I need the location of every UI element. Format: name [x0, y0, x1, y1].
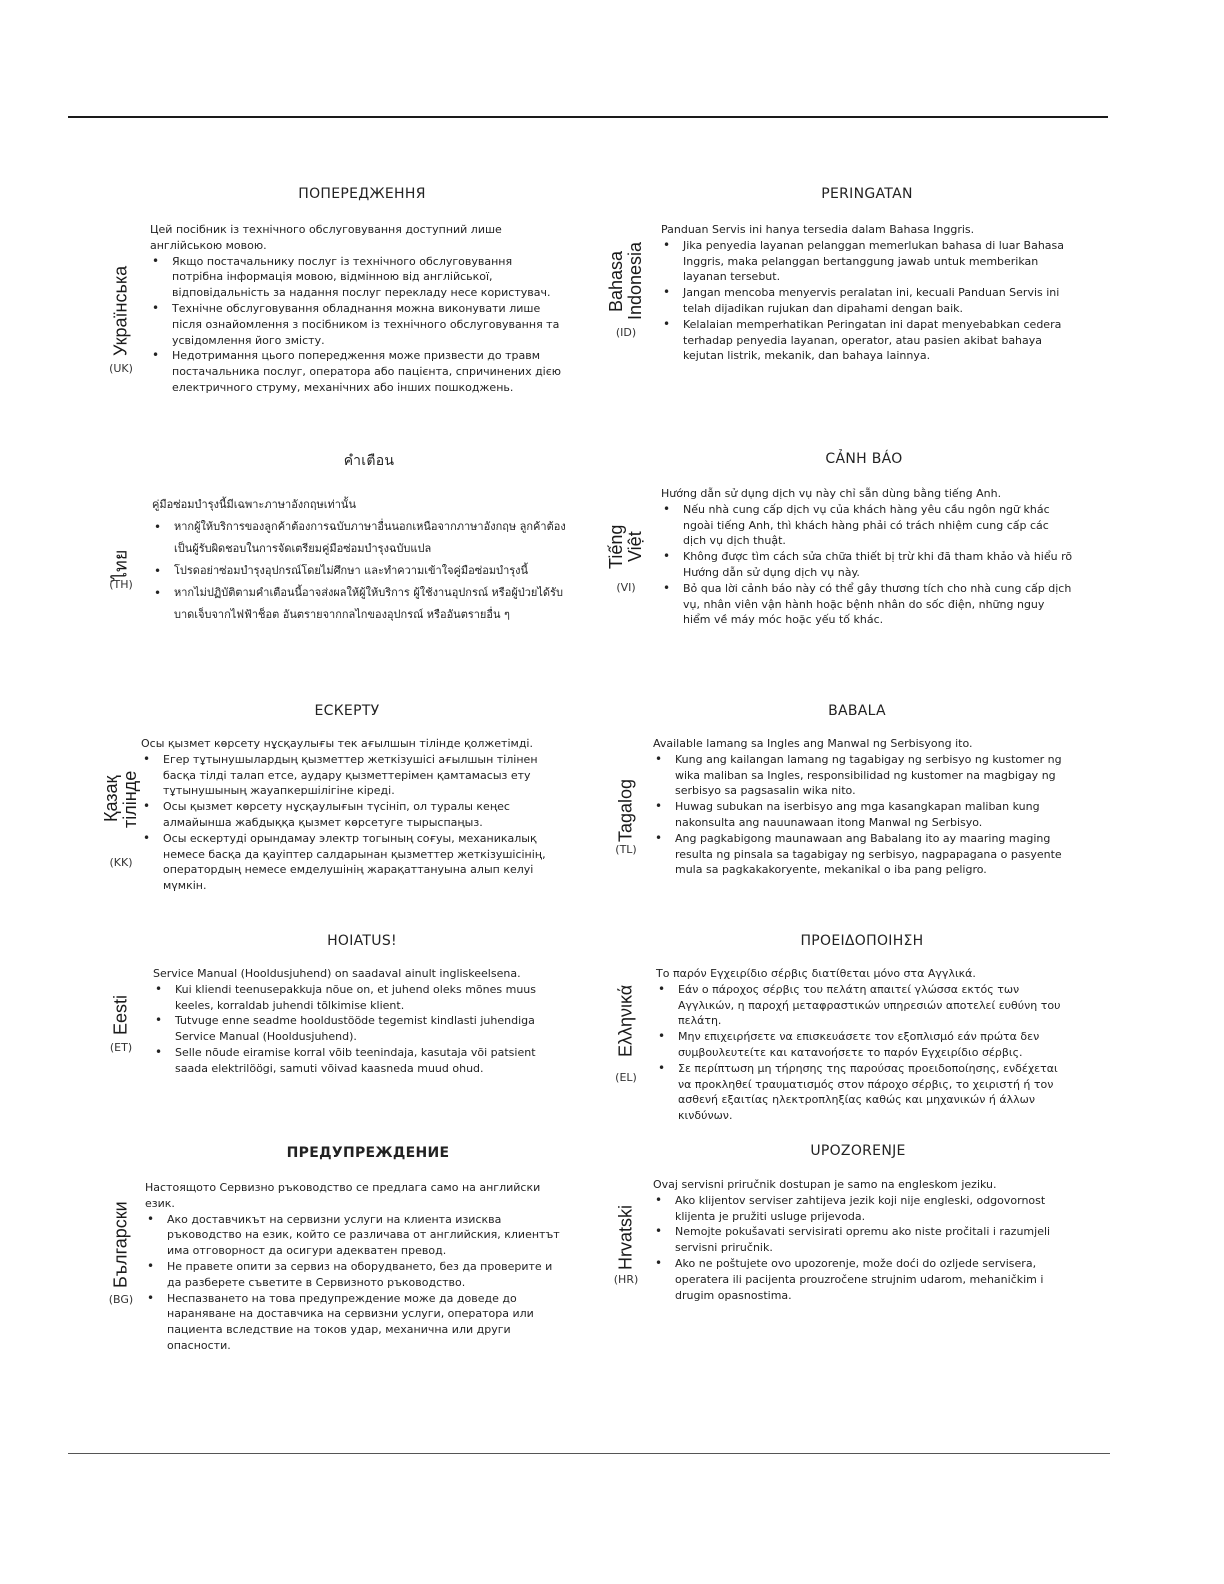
warning-body — [656, 966, 1073, 1124]
list-item: • Bỏ qua lời cảnh báo này có thể gây thương tích cho nhà cung cấp dịch vụ, nhân viên vận hành hoặc bệnh nhân do sốc điện, những nguy hiểm về máy móc hoặc yếu tố khác. — [661, 581, 1073, 628]
bottom-rule — [68, 1453, 1110, 1454]
list-item: • Ako ne poštujete ovo upozorenje, može doći do ozljede servisera, operatera ili pacijenta prouzročene strujnim udarom, mehaničkim i drugim opasnostima. — [653, 1256, 1071, 1303]
language-name: Eesti — [110, 994, 131, 1036]
list-item: • Kelalaian memperhatikan Peringatan ini dapat menyebabkan cedera terhadap penyedia layanan, operator, atau pasien akibat bahaya kejutan listrik, mekanik, dan bahaya lainnya. — [661, 317, 1073, 364]
warning-body — [152, 494, 566, 626]
list-item: • Недотримання цього попередження може призвести до травм постачальника послуг, оператора або пацієнта, спричинених дією електричного струму, механічних або інших пошкоджень. — [150, 348, 566, 395]
language-code: (TL) — [615, 843, 637, 856]
top-rule — [68, 116, 1108, 118]
list-item: • Nemojte pokušavati servisirati opremu ako niste pročitali i razumjeli servisni priručnik. — [653, 1224, 1071, 1256]
list-item: • Неспазването на това предупреждение може да доведе до нараняване на доставчика на сервизни услуги, оператора или пациента вследствие на токов удар, механична или други опасности. — [145, 1291, 565, 1354]
warning-list — [141, 752, 566, 894]
warning-list — [145, 1212, 565, 1354]
warning-body — [150, 222, 566, 396]
warning-block-bg — [98, 1145, 568, 1352]
warning-list — [661, 502, 1073, 628]
intro-text: คู่มือซ่อมบำรุงนี้มีเฉพาะภาษาอังกฤษเท่านั้น — [152, 498, 356, 511]
warning-heading: HOIATUS! — [327, 933, 397, 949]
warning-body — [141, 736, 566, 894]
list-item: • Jika penyedia layanan pelanggan memerlukan bahasa di luar Bahasa Inggris, maka pelanggan bertanggung jawab untuk memberikan layanan tersebut. — [661, 238, 1073, 285]
language-code: (KK) — [109, 856, 133, 869]
language-name: Hrvatski — [615, 1204, 636, 1270]
warning-heading: ПРЕДУПРЕЖДЕНИЕ — [286, 1145, 450, 1161]
list-item: • Σε περίπτωση μη τήρησης της παρούσας προειδοποίησης, ενδέχεται να προκληθεί τραυματισμός στον πάροχο σέρβις, το χειριστή ή τον ασθενή εξαιτίας ηλεκτροπληξίας καθώς και μηχανικών ή άλλων κινδύνων. — [656, 1061, 1073, 1124]
warning-block-el — [593, 933, 1073, 1123]
warning-body — [153, 966, 567, 1077]
intro-text: Настоящото Сервизно ръководство се предлага само на английски език. — [145, 1181, 541, 1210]
language-code: (UK) — [109, 362, 133, 375]
list-item: • Якщо постачальнику послуг із технічного обслуговування потрібна інформація мовою, відмінною від англійської, відповідальність за надання послуг перекладу несе користувач. — [150, 254, 566, 301]
list-item: • Kung ang kailangan lamang ng tagabigay ng serbisyo ng kustomer ng wika maliban sa Ingles, responsibilidad ng kustomer na magbigay ng serbisyo sa pagsasalin wika nito. — [653, 752, 1073, 799]
warning-block-th — [98, 450, 568, 665]
warning-list — [661, 238, 1073, 364]
list-item: • Егер тұтынушылардың қызметтер жеткізушісі ағылшын тілінен басқа тілді талап етсе, аудару қызметтерімен қамтамасыз ету тұтынушының жауапкершілігіне кіреді. — [141, 752, 566, 799]
list-item: • Tutvuge enne seadme hooldustööde tegemist kindlasti juhendiga Service Manual (Hooldusjuhend). — [153, 1013, 567, 1045]
language-name: Bahasa Indonesia — [606, 241, 645, 321]
warning-heading: BABALA — [828, 703, 886, 719]
language-code: (VI) — [616, 581, 636, 594]
intro-text: Hướng dẫn sử dụng dịch vụ này chỉ sẵn dùng bằng tiếng Anh. — [661, 487, 1002, 500]
language-code: (TH) — [109, 578, 133, 591]
warning-block-vi — [603, 451, 1073, 631]
warning-heading: ΠΡΟΕΙΔΟΠΟΙΗΣΗ — [800, 933, 924, 949]
language-code: (HR) — [613, 1273, 639, 1286]
language-name: Қазақ тілінде — [101, 770, 140, 828]
warning-block-tl — [603, 703, 1073, 893]
warning-list — [653, 1193, 1071, 1304]
language-name: Ελληνικά — [615, 984, 636, 1058]
language-code: (EL) — [615, 1071, 637, 1084]
list-item: • Jangan mencoba menyervis peralatan ini, kecuali Panduan Servis ini telah dijadikan rujukan dan dipahami dengan baik. — [661, 285, 1073, 317]
intro-text: Цей посібник із технічного обслуговування доступний лише англійською мовою. — [150, 223, 502, 252]
list-item: • หากผู้ให้บริการของลูกค้าต้องการฉบับภาษาอื่นนอกเหนือจากภาษาอังกฤษ ลูกค้าต้องเป็นผู้รับผิดชอบในการจัดเตรียมคู่มือซ่อมบำรุงฉบับแปล — [152, 516, 566, 560]
list-item: • หากไม่ปฏิบัติตามคำเตือนนี้อาจส่งผลให้ผู้ให้บริการ ผู้ใช้งานอุปกรณ์ หรือผู้ป่วยได้รับบาดเจ็บจากไฟฟ้าช็อต อันตรายจากกลไกของอุปกรณ์ หรืออันตรายอื่น ๆ — [152, 582, 566, 626]
warning-block-et — [98, 933, 568, 1093]
list-item: • Εάν ο πάροχος σέρβις του πελάτη απαιτεί γλώσσα εκτός των Αγγλικών, η παροχή μεταφραστικών υπηρεσιών αποτελεί ευθύνη του πελάτη. — [656, 982, 1073, 1029]
warning-body — [653, 1177, 1071, 1303]
intro-text: Available lamang sa Ingles ang Manwal ng Serbisyong ito. — [653, 737, 973, 750]
warning-heading: UPOZORENJE — [810, 1143, 906, 1159]
language-name: Tiếng Việt — [606, 524, 645, 570]
warning-heading: PERINGATAN — [821, 186, 913, 202]
list-item: • Selle nõude eiramise korral võib teenindaja, kasutaja või patsient saada elektrilöögi, samuti võivad kaasneda muud ohud. — [153, 1045, 567, 1077]
warning-body — [661, 486, 1073, 628]
warning-heading: ЕСКЕРТУ — [314, 703, 380, 719]
language-name: ไทย — [110, 549, 131, 581]
warning-heading: คำเตือน — [343, 453, 395, 469]
list-item: • โปรดอย่าซ่อมบำรุงอุปกรณ์โดยไม่ศึกษา และทำความเข้าใจคู่มือซ่อมบำรุงนี้ — [152, 560, 566, 582]
warning-list — [653, 752, 1073, 878]
warning-block-id — [603, 186, 1073, 386]
list-item: • Не правете опити за сервиз на оборудването, без да проверите и да разберете съветите в Сервизното ръководство. — [145, 1259, 565, 1291]
language-name: Tagalog — [615, 778, 636, 842]
list-item: • Ako klijentov serviser zahtijeva jezik koji nije engleski, odgovornost klijenta je pružiti usluge prijevoda. — [653, 1193, 1071, 1225]
list-item: • Ако доставчикът на сервизни услуги на клиента изисква ръководство на език, който се различава от английския, клиентът има отговорност да осигури адекватен превод. — [145, 1212, 565, 1259]
warning-body — [653, 736, 1073, 878]
warning-block-uk — [98, 186, 568, 406]
warning-body — [661, 222, 1073, 364]
language-name: Български — [110, 1201, 131, 1289]
list-item: • Kui kliendi teenusepakkuja nõue on, et juhend oleks mõnes muus keeles, korraldab juhendi tõlkimise klient. — [153, 982, 567, 1014]
intro-text: Осы қызмет көрсету нұсқаулығы тек ағылшын тілінде қолжетімді. — [141, 737, 533, 750]
intro-text: Panduan Servis ini hanya tersedia dalam Bahasa Inggris. — [661, 223, 975, 236]
warning-block-kk — [98, 703, 568, 893]
list-item: • Μην επιχειρήσετε να επισκευάσετε τον εξοπλισμό εάν πρώτα δεν συμβουλευτείτε και κατανοήσετε το παρόν Εγχειρίδιο σέρβις. — [656, 1029, 1073, 1061]
list-item: • Осы ескертуді орындамау электр тогының соғуы, механикалық немесе басқа да қауіптер салдарынан қызметтер жеткізушісінің, оператордың немесе емделушінің жарақаттануына алып келуі мүмкін. — [141, 831, 566, 894]
intro-text: Το παρόν Εγχειρίδιο σέρβις διατίθεται μόνο στα Αγγλικά. — [656, 967, 976, 980]
list-item: • Không được tìm cách sửa chữa thiết bị trừ khi đã tham khảo và hiểu rõ Hướng dẫn sử dụng dịch vụ này. — [661, 549, 1073, 581]
language-code: (BG) — [108, 1293, 134, 1306]
warning-heading: ПОПЕРЕДЖЕННЯ — [298, 186, 426, 202]
list-item: • Nếu nhà cung cấp dịch vụ của khách hàng yêu cầu ngôn ngữ khác ngoài tiếng Anh, thì khách hàng phải có trách nhiệm cung cấp các dịch vụ dịch thuật. — [661, 502, 1073, 549]
warning-list — [153, 982, 567, 1077]
warning-list — [152, 516, 566, 626]
list-item: • Технічне обслуговування обладнання можна виконувати лише після ознайомлення з посібником із технічного обслуговування та усвідомлення його змісту. — [150, 301, 566, 348]
intro-text: Service Manual (Hooldusjuhend) on saadaval ainult ingliskeelsena. — [153, 967, 521, 980]
language-code: (ET) — [109, 1041, 133, 1054]
warning-heading: CẢNH BÁO — [825, 451, 903, 467]
language-name: Українська — [110, 265, 131, 357]
list-item: • Ang pagkabigong maunawaan ang Babalang ito ay maaring maging resulta ng pinsala sa tagabigay ng serbisyo, nagpapagana o pasyente mula sa pagkakakoryente, mekanikal o iba pang peligro. — [653, 831, 1073, 878]
list-item: • Осы қызмет көрсету нұсқаулығын түсініп, ол туралы кеңес алмайынша жабдыққа қызмет көрсетуге тырыспаңыз. — [141, 799, 566, 831]
warning-block-hr — [593, 1143, 1073, 1313]
warning-body — [145, 1180, 565, 1354]
warning-list — [656, 982, 1073, 1124]
list-item: • Huwag subukan na iserbisyo ang mga kasangkapan maliban kung nakonsulta ang nauunawaan itong Manwal ng Serbisyo. — [653, 799, 1073, 831]
intro-text: Ovaj servisni priručnik dostupan je samo na engleskom jeziku. — [653, 1178, 997, 1191]
warning-list — [150, 254, 566, 396]
language-code: (ID) — [615, 326, 637, 339]
